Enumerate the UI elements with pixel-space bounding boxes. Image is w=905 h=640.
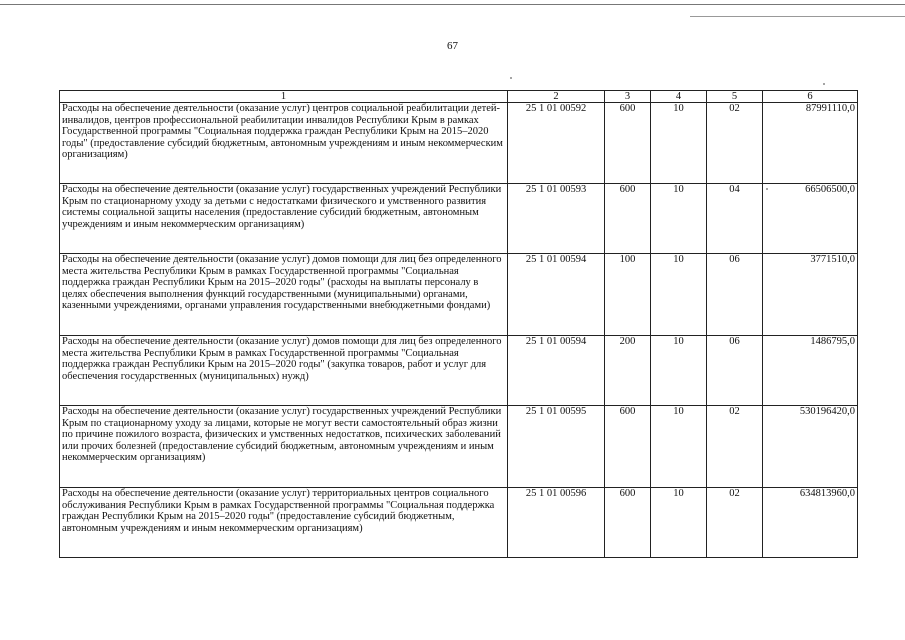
row-code: 25 1 01 00592: [508, 103, 605, 184]
row-amount: 1486795,0: [763, 336, 858, 406]
row-description: Расходы на обеспечение деятельности (оказание услуг) государственных учреждений Республики Крым по стационарному уходу за детьми с недостатками физического и умственного развития системы социальной защиты населения (предоставление субсидий бюджетным, автономным учреждениям и иным некоммерческим организациям): [60, 184, 508, 254]
row-code: 25 1 01 00595: [508, 406, 605, 488]
column-header-1: 1: [60, 91, 508, 103]
column-header-2: 2: [508, 91, 605, 103]
table-row: [60, 184, 858, 254]
column-header-5: 5: [707, 91, 763, 103]
row-expense-type: 600: [605, 406, 651, 488]
column-header-3: 3: [605, 91, 651, 103]
row-section: 10: [651, 254, 707, 336]
row-subsection: 06: [707, 254, 763, 336]
row-expense-type: 600: [605, 103, 651, 184]
row-amount: 530196420,0: [763, 406, 858, 488]
table-row: [60, 406, 858, 488]
row-description: Расходы на обеспечение деятельности (оказание услуг) территориальных центров социального обслуживания Республики Крым в рамках Государственной программы "Социальная поддержка граждан Республики Крым на 2015–2020 годы" (предоставление субсидий бюджетным, автономным учреждениям и иным некоммерческим организациям): [60, 488, 508, 558]
row-section: 10: [651, 336, 707, 406]
row-subsection: 02: [707, 103, 763, 184]
row-code: 25 1 01 00594: [508, 254, 605, 336]
column-header-4: 4: [651, 91, 707, 103]
row-expense-type: 100: [605, 254, 651, 336]
row-expense-type: 600: [605, 488, 651, 558]
top-border-line-short: [690, 16, 905, 17]
budget-table: [59, 90, 858, 558]
row-section: 10: [651, 103, 707, 184]
row-code: 25 1 01 00596: [508, 488, 605, 558]
row-subsection: 04: [707, 184, 763, 254]
table-row: [60, 336, 858, 406]
table-row: [60, 488, 858, 558]
row-description: Расходы на обеспечение деятельности (оказание услуг) домов помощи для лиц без определенного места жительства Республики Крым в рамках Государственной программы "Социальная поддержка граждан Республики Крым на 2015–2020 годы" (закупка товаров, работ и услуг для обеспечения государственных (муниципальных) нужд): [60, 336, 508, 406]
row-description: Расходы на обеспечение деятельности (оказание услуг) государственных учреждений Республики Крым по стационарному уходу за лицами, которые не могут вести самостоятельный образ жизни по причине пожилого возраста, физических и умственных недостатков, психических заболеваний или прочих болезней (предоставление субсидий бюджетным, автономным учреждениям и иным некоммерческим организациям): [60, 406, 508, 488]
row-amount: 87991110,0: [763, 103, 858, 184]
row-section: 10: [651, 488, 707, 558]
table-row: [60, 254, 858, 336]
row-description: Расходы на обеспечение деятельности (оказание услуг) домов помощи для лиц без определенного места жительства Республики Крым в рамках Государственной программы "Социальная поддержка граждан Республики Крым на 2015–2020 годы" (расходы на выплаты персоналу в целях обеспечения выполнения функций государственными (муниципальными) органами, казенными учреждениями, органами управления государственными внебюджетными фондами): [60, 254, 508, 336]
column-header-6: 6: [763, 91, 858, 103]
row-code: 25 1 01 00593: [508, 184, 605, 254]
scan-speck: [510, 77, 512, 79]
top-border-line: [0, 4, 905, 5]
row-amount: 3771510,0: [763, 254, 858, 336]
row-code: 25 1 01 00594: [508, 336, 605, 406]
row-subsection: 02: [707, 406, 763, 488]
row-subsection: 02: [707, 488, 763, 558]
row-amount: 634813960,0: [763, 488, 858, 558]
table-header-row: [60, 91, 858, 103]
row-expense-type: 200: [605, 336, 651, 406]
page-number: 67: [447, 40, 458, 52]
row-amount: 66506500,0: [763, 184, 858, 254]
row-section: 10: [651, 184, 707, 254]
table-row: [60, 103, 858, 184]
scan-speck: [823, 83, 825, 85]
row-expense-type: 600: [605, 184, 651, 254]
row-subsection: 06: [707, 336, 763, 406]
row-section: 10: [651, 406, 707, 488]
scan-speck: [766, 188, 768, 190]
row-description: Расходы на обеспечение деятельности (оказание услуг) центров социальной реабилитации детей-инвалидов, центров профессиональной реабилитации инвалидов Республики Крым в рамках Государственной программы "Социальная поддержка граждан Республики Крым на 2015–2020 годы" (предоставление субсидий бюджетным, автономным учреждениям и иным некоммерческим организациям): [60, 103, 508, 184]
